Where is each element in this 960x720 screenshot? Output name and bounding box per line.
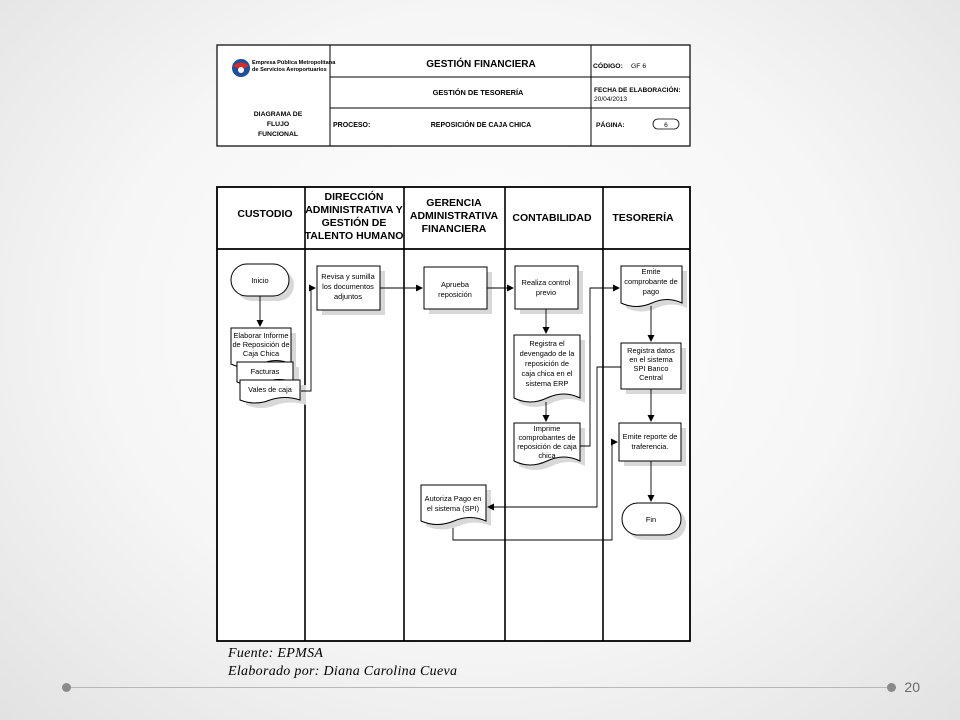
node-text: comprobante de — [624, 277, 678, 286]
node-text: pago — [642, 287, 660, 296]
node-text: SPI Banco — [633, 364, 669, 373]
credits-fuente: Fuente: EPMSA — [228, 646, 324, 661]
lane-title-line: GERENCIA — [426, 197, 482, 209]
swimlane-frame — [217, 187, 690, 641]
lane-title-line: GESTIÓN DE — [321, 217, 387, 229]
doc-type-line2: FLUJO — [266, 121, 290, 128]
node-text: Realiza control — [521, 278, 571, 287]
node-text: adjuntos — [334, 292, 362, 301]
node-registra-datos-spi — [621, 343, 686, 394]
node-text: Imprime — [533, 424, 561, 433]
lane-title-line: CUSTODIO — [237, 208, 293, 220]
slide-number: 20 — [904, 679, 920, 695]
node-text: traferencia. — [631, 442, 669, 451]
fecha-label: FECHA DE ELABORACIÓN: — [594, 87, 681, 94]
node-text: Caja Chica — [242, 349, 280, 358]
node-text: de Reposición de — [232, 340, 290, 349]
lane-title-line: ADMINISTRATIVA Y — [305, 204, 403, 216]
node-text: Inicio — [251, 276, 269, 285]
codigo-label: CÓDIGO: — [593, 63, 623, 70]
doc-type-line1: DIAGRAMA DE — [253, 111, 303, 118]
node-text: el sistema (SPI) — [426, 504, 480, 513]
node-text: Emite reporte de — [622, 432, 678, 441]
proceso-label: PROCESO: — [333, 122, 371, 129]
node-text: Aprueba — [441, 280, 469, 289]
lane-header-tesoreria — [612, 211, 674, 224]
lane-title-line: CONTABILIDAD — [512, 212, 592, 224]
footer-dot-left — [62, 683, 71, 692]
company-name-line2: de Servicios Aeroportuarios — [252, 67, 327, 73]
node-text: reposición — [438, 290, 472, 299]
proceso-value: REPOSICIÓN DE CAJA CHICA — [430, 122, 532, 129]
node-revisa-sumilla — [317, 266, 385, 315]
node-text: Registra el — [529, 339, 565, 348]
node-autoriza-pago — [421, 485, 491, 530]
lane-title-line: TESORERÍA — [612, 212, 674, 224]
node-text: en el sistema — [629, 355, 673, 364]
lane-header-contabilidad — [512, 212, 592, 224]
lane-title-line: ADMINISTRATIVA — [409, 210, 499, 222]
footer-dot-right — [887, 683, 896, 692]
node-text: Fin — [645, 515, 657, 524]
node-text: Emite — [641, 267, 661, 276]
node-emite-comprobante — [621, 266, 687, 312]
node-inicio — [231, 264, 294, 301]
doc-type-line3: FUNCIONAL — [257, 131, 299, 138]
node-text: comprobantes de — [518, 433, 576, 442]
node-text: sistema ERP — [525, 379, 569, 388]
node-text: previo — [535, 288, 557, 297]
lane-title-line: TALENTO HUMANO — [304, 230, 404, 242]
node-text: Central — [639, 373, 663, 382]
node-realiza-control — [515, 266, 583, 314]
fecha-value: 20/04/2013 — [594, 96, 628, 103]
node-text: Facturas — [250, 367, 280, 376]
node-fin — [622, 503, 686, 540]
company-name-line1: Empresa Pública Metropolitana — [252, 60, 336, 66]
lane-header-custodio — [237, 208, 292, 220]
header-title: GESTIÓN FINANCIERA — [426, 59, 536, 70]
node-text: caja chica en el — [521, 369, 573, 378]
header-table — [217, 45, 690, 146]
node-text: los documentos — [322, 282, 374, 291]
node-text: Elaborar Informe — [233, 331, 289, 340]
pagina-value: 6 — [664, 122, 668, 129]
lane-title-line: FINANCIERA — [421, 223, 487, 235]
pagina-label: PÁGINA: — [596, 122, 625, 129]
node-text: Vales de caja — [248, 385, 292, 394]
footer-divider — [68, 687, 892, 688]
node-text: Autoriza Pago en — [424, 494, 482, 503]
lane-title-line: DIRECCIÓN — [324, 191, 384, 203]
node-text: devengado de la — [519, 349, 575, 358]
company-logo — [232, 59, 250, 77]
node-text: Registra datos — [627, 346, 675, 355]
codigo-value: GF 6 — [631, 63, 647, 70]
node-aprueba-reposicion — [424, 267, 492, 314]
node-emite-reporte — [619, 423, 686, 466]
node-text: Revisa y sumilla — [321, 272, 375, 281]
node-text: reposición de — [525, 359, 569, 368]
node-text: chica — [538, 451, 556, 460]
credits — [228, 645, 457, 681]
node-registra-devengado — [514, 335, 585, 407]
credits-elaborado: Elaborado por: Diana Carolina Cueva — [228, 664, 458, 679]
header-subtitle: GESTIÓN DE TESORERÍA — [432, 88, 524, 97]
node-text: reposición de caja — [517, 442, 577, 451]
